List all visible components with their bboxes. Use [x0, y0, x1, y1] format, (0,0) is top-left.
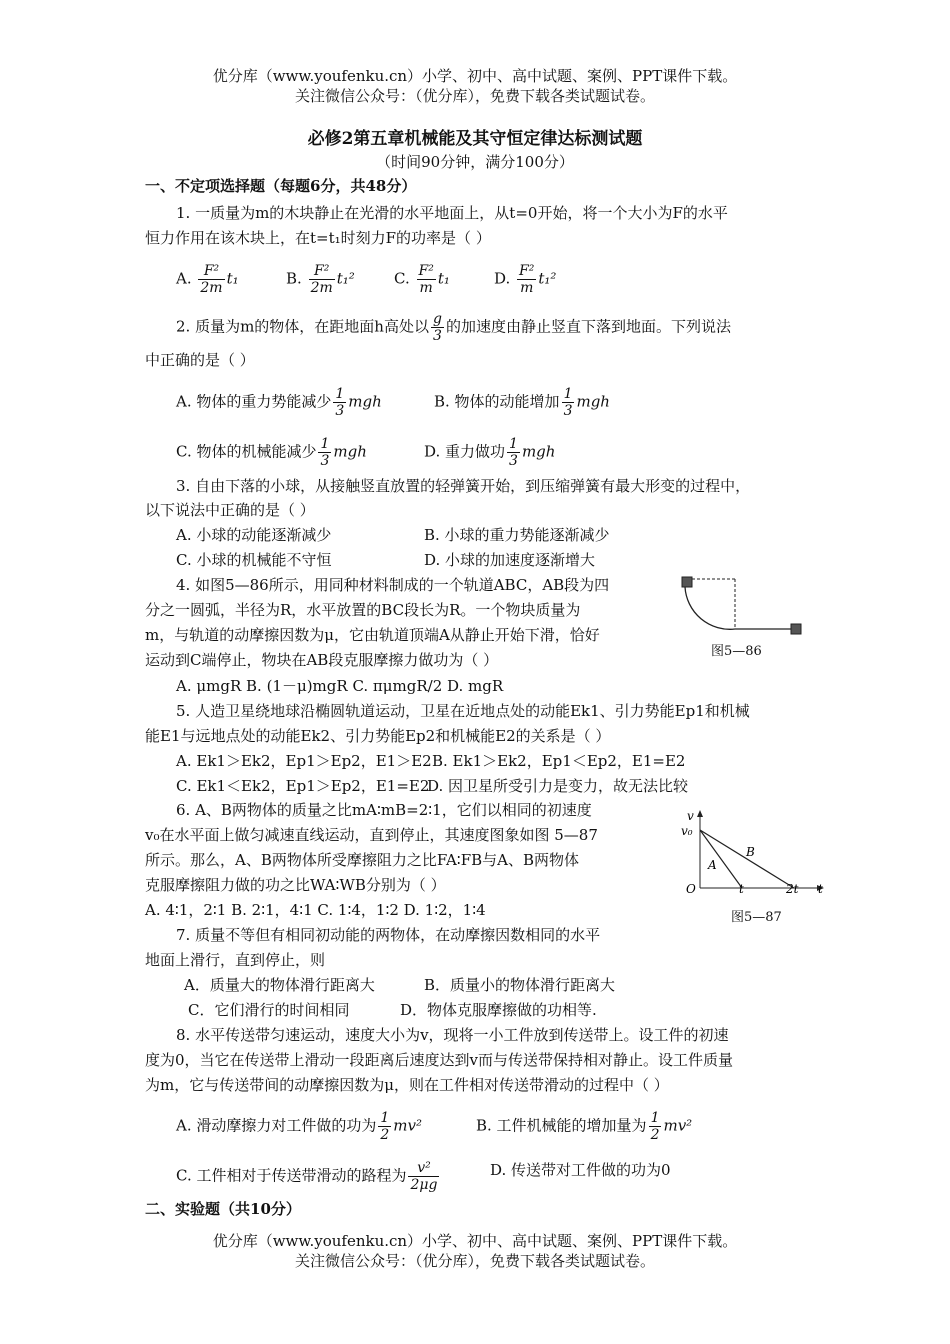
q1-line-1: 1. 一质量为m的木块静止在光滑的水平地面上，从t=0开始，将一个大小为F的水平: [176, 204, 728, 222]
q2-line-2: 中正确的是（ ）: [145, 351, 255, 369]
q1-option-b: B. $\frac{\text{F²}}{2m}$ t₁²: [286, 263, 355, 296]
q8-line-2: 度为0，当它在传送带上滑动一段距离后速度达到v而与传送带保持相对静止。设工件质量: [145, 1051, 734, 1069]
q2-c-fraction: $\frac{1}{3}$: [320, 436, 330, 469]
q5-line-2: 能E1与远地点处的动能Ek2、引力势能Ep2和机械能E2的关系是（ ）: [145, 727, 611, 745]
page-title: 必修2第五章机械能及其守恒定律达标测试题: [307, 129, 643, 149]
q8-option-a: A. 滑动摩擦力对工件做的功为 $\frac{1}{2}$ mv²: [176, 1110, 423, 1143]
q6-options: A. 4∶1，2∶1 B. 2∶1，4∶1 C. 1∶4，1∶2 D. 1∶2，1∶4: [145, 901, 486, 919]
arc-ab-track: [685, 587, 735, 629]
q4-line-4: 运动到C端停止，物块在AB段克服摩擦力做功为（ ）: [145, 651, 499, 669]
q8-option-c: C. 工件相对于传送带滑动的路程为 $\frac{\text{v²}}{2\mu g}$: [176, 1160, 438, 1193]
q7-option-c: C．它们滑行的时间相同: [188, 1001, 350, 1019]
line-a: [700, 830, 742, 888]
q3-line-1: 3. 自由下落的小球，从接触竖直放置的轻弹簧开始，到压缩弹簧有最大形变的过程中，: [176, 477, 751, 495]
q8-c-fraction: $\frac{\text{v²}}{2\mu g}$: [410, 1160, 438, 1193]
q7-option-a: A．质量大的物体滑行距离大: [184, 976, 375, 994]
footer-line-2: 关注微信公众号：（优分库），免费下载各类试题试卷。: [294, 1252, 655, 1270]
figure-5-87: [678, 808, 828, 908]
q1-a-fraction: $\frac{\text{F²}}{2m}$: [200, 263, 223, 296]
figure-5-86: [676, 572, 806, 642]
label-t: t: [739, 882, 744, 896]
q3-option-b: B. 小球的重力势能逐渐减少: [424, 526, 610, 544]
figure-5-86-caption: 图5—86: [711, 644, 762, 659]
q1-option-c: C. $\frac{\text{F²}}{m}$ t₁: [394, 263, 450, 296]
q5-option-a: A. Ek1＞Ek2，Ep1＞Ep2，E1＞E2: [176, 752, 432, 770]
q2-g3-fraction: $\frac{g}{3}$: [432, 311, 442, 344]
q3-option-a: A. 小球的动能逐渐减少: [176, 526, 332, 544]
q6-line-3: 所示。那么，A、B两物体所受摩擦阻力之比FA∶FB与A、B两物体: [145, 851, 579, 869]
q2-option-d: D. 重力做功 $\frac{1}{3}$ mgh: [424, 436, 556, 469]
block-c-icon: [791, 624, 801, 634]
q1-c-fraction: $\frac{\text{F²}}{m}$: [418, 263, 434, 296]
q6-line-1: 6. A、B两物体的质量之比mA∶mB=2∶1，它们以相同的初速度: [176, 801, 592, 819]
q7-option-d: D．物体克服摩擦做的功相等.: [400, 1001, 597, 1019]
q2-b-fraction: $\frac{1}{3}$: [563, 386, 573, 419]
label-origin: O: [686, 882, 696, 896]
q7-option-b: B．质量小的物体滑行距离大: [424, 976, 616, 994]
footer-line-1: 优分库（www.youfenku.cn）小学、初中、高中试题、案例、PPT课件下载。: [212, 1232, 738, 1250]
q1-line-2: 恒力作用在该木块上，在t=t₁时刻力F的功率是（ ）: [145, 229, 491, 247]
q7-line-2: 地面上滑行，直到停止，则: [145, 951, 326, 969]
page-subtitle: （时间90分钟，满分100分）: [376, 153, 574, 171]
q3-option-c: C. 小球的机械能不守恒: [176, 551, 332, 569]
label-b: B: [746, 845, 755, 859]
q8-option-b: B. 工件机械能的增加量为 $\frac{1}{2}$ mv²: [476, 1110, 693, 1143]
q4-options: A. μmgR B. (1－μ)mgR C. πμmgR/2 D. mgR: [176, 677, 504, 695]
label-v: v: [687, 809, 694, 823]
q2-d-fraction: $\frac{1}{3}$: [509, 436, 518, 469]
q1-d-fraction: $\frac{\text{F²}}{m}$: [519, 263, 535, 296]
q5-option-d: D. 因卫星所受引力是变力，故无法比较: [427, 777, 689, 795]
q3-option-d: D. 小球的加速度逐渐增大: [424, 551, 596, 569]
q4-line-2: 分之一圆弧，半径为R，水平放置的BC段长为R。一个物块质量为: [145, 601, 581, 619]
q4-line-3: m，与轨道的动摩擦因数为μ，它由轨道顶端A从静止开始下滑，恰好: [145, 626, 600, 644]
q8-b-fraction: $\frac{1}{2}$: [650, 1110, 660, 1143]
q2-a-fraction: $\frac{1}{3}$: [335, 386, 345, 419]
q5-option-b: B. Ek1＞Ek2，Ep1＜Ep2，E1=E2: [432, 752, 686, 770]
q2-line-1: 2. 质量为m的物体，在距地面h高处以 $\frac{g}{3}$ 的加速度由静止竖直下落到地面。下列说法: [176, 311, 731, 344]
q4-line-1: 4. 如图5—86所示，用同种材料制成的一个轨道ABC，AB段为四: [176, 576, 610, 594]
q5-option-c: C. Ek1＜Ek2，Ep1＞Ep2，E1=E2: [176, 777, 430, 795]
q1-option-a: A. $\frac{\text{F²}}{2m}$ t₁: [176, 263, 239, 296]
q7-line-1: 7. 质量不等但有相同初动能的两物体，在动摩擦因数相同的水平: [176, 926, 601, 944]
q6-line-4: 克服摩擦阻力做的功之比WA∶WB分别为（ ）: [145, 876, 446, 894]
q3-line-2: 以下说法中正确的是（ ）: [145, 501, 315, 519]
q8-option-d: D. 传送带对工件做的功为0: [490, 1161, 671, 1179]
q2-option-a: A. 物体的重力势能减少 $\frac{1}{3}$ mgh: [176, 386, 382, 419]
label-v0: v₀: [681, 824, 693, 838]
q5-line-1: 5. 人造卫星绕地球沿椭圆轨道运动，卫星在近地点处的动能Ek1、引力势能Ep1和机械: [176, 702, 750, 720]
label-a: A: [708, 858, 717, 872]
q2-option-b: B. 物体的动能增加 $\frac{1}{3}$ mgh: [434, 386, 610, 419]
q1-b-fraction: $\frac{\text{F²}}{2m}$: [310, 263, 333, 296]
section-2-heading: 二、实验题（共10分）: [145, 1200, 301, 1218]
q1-option-d: D. $\frac{\text{F²}}{m}$ t₁²: [494, 263, 557, 296]
header-line-1: 优分库（www.youfenku.cn）小学、初中、高中试题、案例、PPT课件下载。: [212, 67, 738, 85]
v-axis-arrow-icon: [697, 810, 703, 817]
q8-line-1: 8. 水平传送带匀速运动，速度大小为v，现将一小工件放到传送带上。设工件的初速: [176, 1026, 729, 1044]
q6-line-2: v₀在水平面上做匀减速直线运动，直到停止，其速度图象如图 5—87: [145, 826, 598, 844]
label-t-axis: t: [818, 882, 823, 896]
q8-a-fraction: $\frac{1}{2}$: [380, 1110, 390, 1143]
q8-line-3: 为m，它与传送带间的动摩擦因数为μ，则在工件相对传送带滑动的过程中（ ）: [145, 1076, 669, 1094]
label-2t: 2t: [786, 882, 799, 896]
header-line-2: 关注微信公众号：（优分库），免费下载各类试题试卷。: [294, 87, 655, 105]
q2-option-c: C. 物体的机械能减少 $\frac{1}{3}$ mgh: [176, 436, 367, 469]
figure-5-87-caption: 图5—87: [731, 910, 782, 925]
block-a-icon: [682, 577, 692, 587]
section-1-heading: 一、不定项选择题（每题6分，共48分）: [145, 177, 417, 195]
